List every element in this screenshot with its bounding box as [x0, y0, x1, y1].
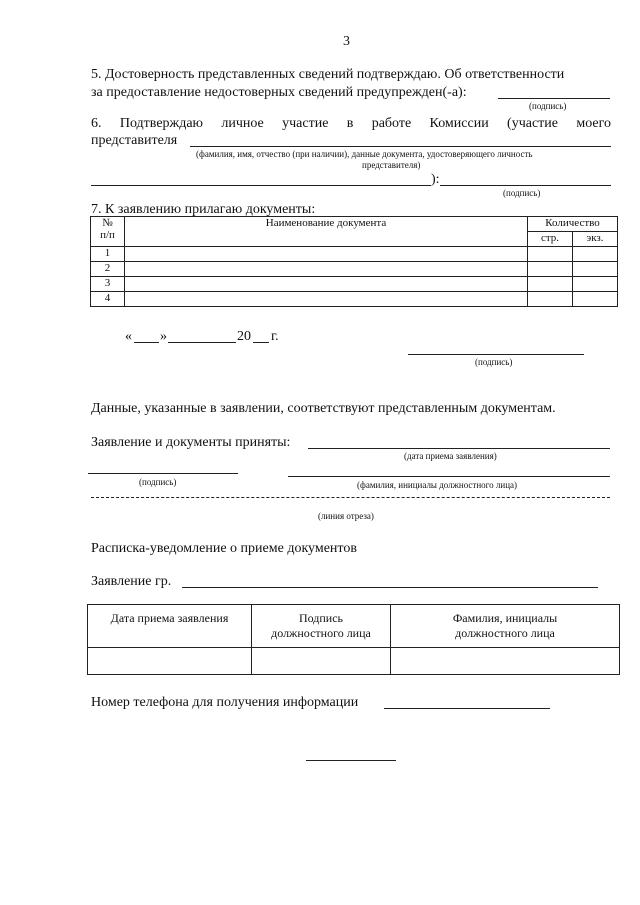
col-pages-header: стр.	[528, 232, 573, 247]
item5-line1: 5. Достоверность представленных сведений подтверждаю. Об ответственности	[91, 67, 565, 82]
accepted-date-line	[308, 448, 610, 449]
date-month-line	[168, 342, 236, 343]
item6-number: 6.	[91, 116, 102, 131]
date-year-line	[253, 342, 269, 343]
item6-word: (участие	[507, 116, 558, 131]
table-row: 2	[91, 262, 618, 277]
item6-word: Подтверждаю	[119, 116, 204, 131]
receipt-col-signature: Подпись должностного лица	[252, 605, 391, 648]
date-close-quote: »	[160, 329, 167, 344]
item5-signature-line	[498, 98, 610, 99]
item5-signature-caption: (подпись)	[529, 101, 567, 111]
phone-line	[384, 708, 550, 709]
item6-word: в	[346, 116, 354, 131]
official-signature-line	[88, 473, 238, 474]
date-open-quote: «	[125, 329, 132, 344]
applicant-signature-line	[408, 354, 584, 355]
receipt-col-date: Дата приема заявления	[88, 605, 252, 648]
applicant-signature-caption: (подпись)	[475, 357, 513, 367]
receipt-applicant-line	[182, 587, 598, 588]
table-row: 3	[91, 277, 618, 292]
item6-line1	[91, 115, 611, 132]
accepted-label: Заявление и документы приняты:	[91, 435, 291, 450]
item6-word: работе	[371, 116, 412, 131]
cut-line-caption: (линия отреза)	[318, 511, 374, 521]
receipt-title: Расписка-уведомление о приеме документов	[91, 541, 357, 556]
col-no-header: № п/п	[91, 217, 125, 247]
official-name-caption: (фамилия, инициалы должностного лица)	[357, 480, 518, 490]
item6-caption-b: представителя)	[362, 160, 421, 170]
date-year-suffix: г.	[271, 329, 279, 344]
table-row	[88, 648, 620, 675]
col-qty-header: Количество	[528, 217, 618, 232]
item6-continuation-line	[91, 185, 431, 186]
cut-line	[91, 497, 610, 498]
col-copies-header: экз.	[573, 232, 618, 247]
date-day-line	[134, 342, 159, 343]
item6-signature-caption: (подпись)	[503, 188, 541, 198]
item6-representative-line	[190, 146, 611, 147]
receipt-col-official: Фамилия, инициалы должностного лица	[391, 605, 620, 648]
official-name-line	[288, 476, 610, 477]
col-name-header: Наименование документа	[125, 217, 528, 247]
item7-heading: 7. К заявлению прилагаю документы:	[91, 202, 316, 217]
documents-table	[90, 216, 618, 307]
item6-word: личное	[221, 116, 264, 131]
page-number: 3	[343, 34, 350, 49]
item6-word: Комиссии	[429, 116, 489, 131]
table-row: 4	[91, 292, 618, 307]
item6-colon: ):	[431, 172, 440, 187]
item5-line2: за предоставление недостоверных сведений предупрежден(-а):	[91, 85, 467, 100]
item6-line2: представителя	[91, 133, 178, 148]
item6-signature-line	[440, 185, 611, 186]
item6-caption-a: (фамилия, имя, отчество (при наличии), данные документа, удостоверяющего личность	[196, 149, 533, 159]
closing-line	[306, 760, 396, 761]
receipt-table	[87, 604, 620, 675]
official-signature-caption: (подпись)	[139, 477, 177, 487]
phone-label: Номер телефона для получения информации	[91, 695, 359, 710]
confirmation-text: Данные, указанные в заявлении, соответствуют представленным документам.	[91, 401, 556, 416]
accepted-date-caption: (дата приема заявления)	[404, 451, 497, 461]
date-year-prefix: 20	[237, 329, 251, 344]
receipt-applicant-label: Заявление гр.	[91, 574, 172, 589]
table-row: 1	[91, 247, 618, 262]
item6-word: моего	[576, 116, 611, 131]
item6-word: участие	[282, 116, 329, 131]
